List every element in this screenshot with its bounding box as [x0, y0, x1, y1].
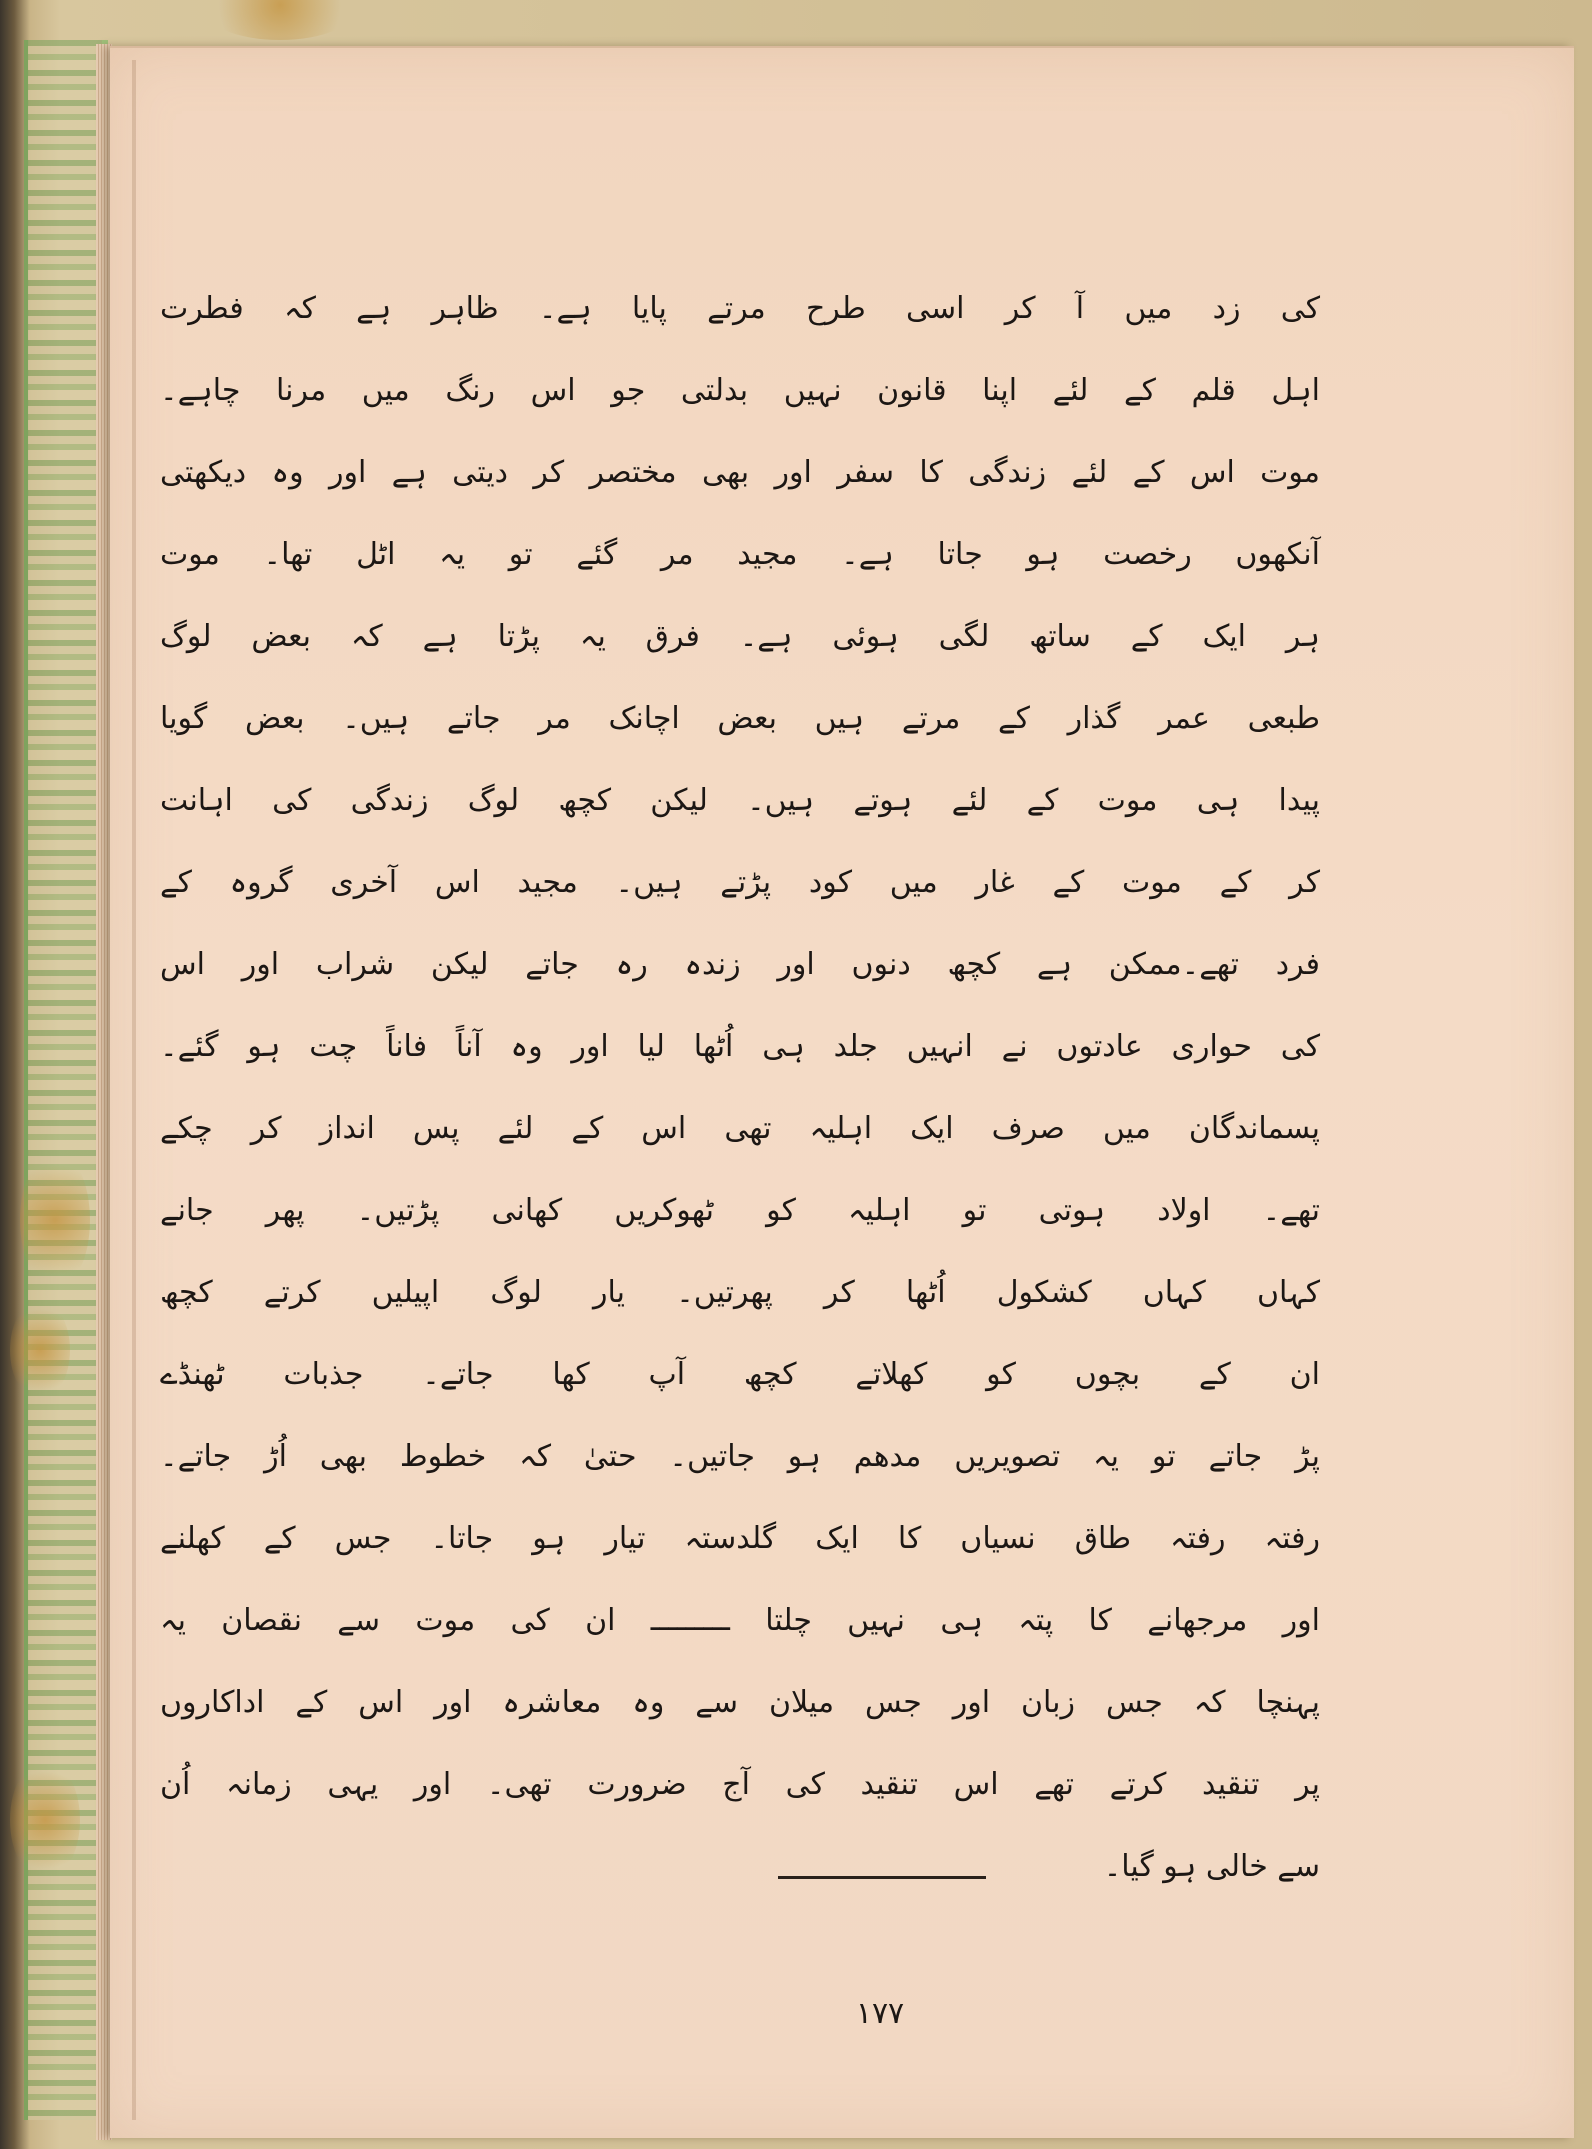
text-line: پیدا ہی موت کے لئے ہوتے ہیں۔ لیکن کچھ لوگ زندگی کی اہانت [160, 783, 1320, 818]
text-line: کر کے موت کے غار میں کود پڑتے ہیں۔ مجید اس آخری گروہ کے [160, 865, 1320, 900]
text-line: رفتہ رفتہ طاق نسیاں کا ایک گلدستہ تیار ہو جاتا۔ جس کے کھلنے [160, 1521, 1320, 1556]
text-line: کی زد میں آ کر اسی طرح مرتے پایا ہے۔ ظاہر ہے کہ فطرت [160, 291, 1320, 326]
text-line: آنکھوں رخصت ہو جاتا ہے۔ مجید مر گئے تو یہ اٹل تھا۔ موت [160, 537, 1320, 572]
text-line: سے خالی ہو گیا۔ [1103, 1849, 1320, 1884]
paper-stain [10, 1760, 80, 1880]
text-line: کی حواری عادتوں نے انہیں جلد ہی اُٹھا لیا اور وہ آناً فاناً چت ہو گئے۔ [160, 1029, 1320, 1064]
text-line: موت اس کے لئے زندگی کا سفر اور بھی مختصر کر دیتی ہے اور وہ دیکھتی [160, 455, 1320, 490]
text-line: ہر ایک کے ساتھ لگی ہوئی ہے۔ فرق یہ پڑتا ہے کہ بعض لوگ [160, 619, 1320, 654]
text-line: طبعی عمر گذار کے مرتے ہیں بعض اچانک مر جاتے ہیں۔ بعض گویا [160, 701, 1320, 736]
page-number: ۱۷۷ [855, 1996, 905, 2031]
text-line: پہنچا کہ جس زبان اور جس میلان سے وہ معاشرہ اور اس کے اداکاروں [160, 1685, 1320, 1720]
text-line: فرد تھے۔ممکن ہے کچھ دنوں اور زندہ رہ جاتے لیکن شراب اور اس [160, 947, 1320, 982]
page-crease [132, 60, 136, 2120]
end-divider-line [778, 1876, 986, 1879]
paper-stain [20, 1150, 90, 1290]
text-line: تھے۔ اولاد ہوتی تو اہلیہ کو ٹھوکریں کھانی پڑتیں۔ پھر جانے [160, 1193, 1320, 1228]
text-line: پڑ جاتے تو یہ تصویریں مدھم ہو جاتیں۔ حتیٰ کہ خطوط بھی اُڑ جاتے۔ [160, 1439, 1320, 1474]
text-line: پسماندگان میں صرف ایک اہلیہ تھی اس کے لئے پس انداز کر چکے [160, 1111, 1320, 1146]
text-line: اور مرجھانے کا پتہ ہی نہیں چلتا ـــــــــ ان کی موت سے نقصان یہ [160, 1603, 1320, 1638]
text-line: کہاں کہاں کشکول اُٹھا کر پھرتیں۔ یار لوگ اپیلیں کرتے کچھ [160, 1275, 1320, 1310]
text-line: اہل قلم کے لئے اپنا قانون نہیں بدلتی جو اس رنگ میں مرنا چاہے۔ [160, 373, 1320, 408]
text-line: ان کے بچوں کو کھلاتے کچھ آپ کھا جاتے۔ جذبات ٹھنڈے [160, 1357, 1320, 1392]
paper-stain [10, 1300, 70, 1400]
text-line: پر تنقید کرتے تھے اس تنقید کی آج ضرورت تھی۔ اور یہی زمانہ اُن [160, 1767, 1320, 1802]
page-body-text [160, 268, 1320, 1908]
